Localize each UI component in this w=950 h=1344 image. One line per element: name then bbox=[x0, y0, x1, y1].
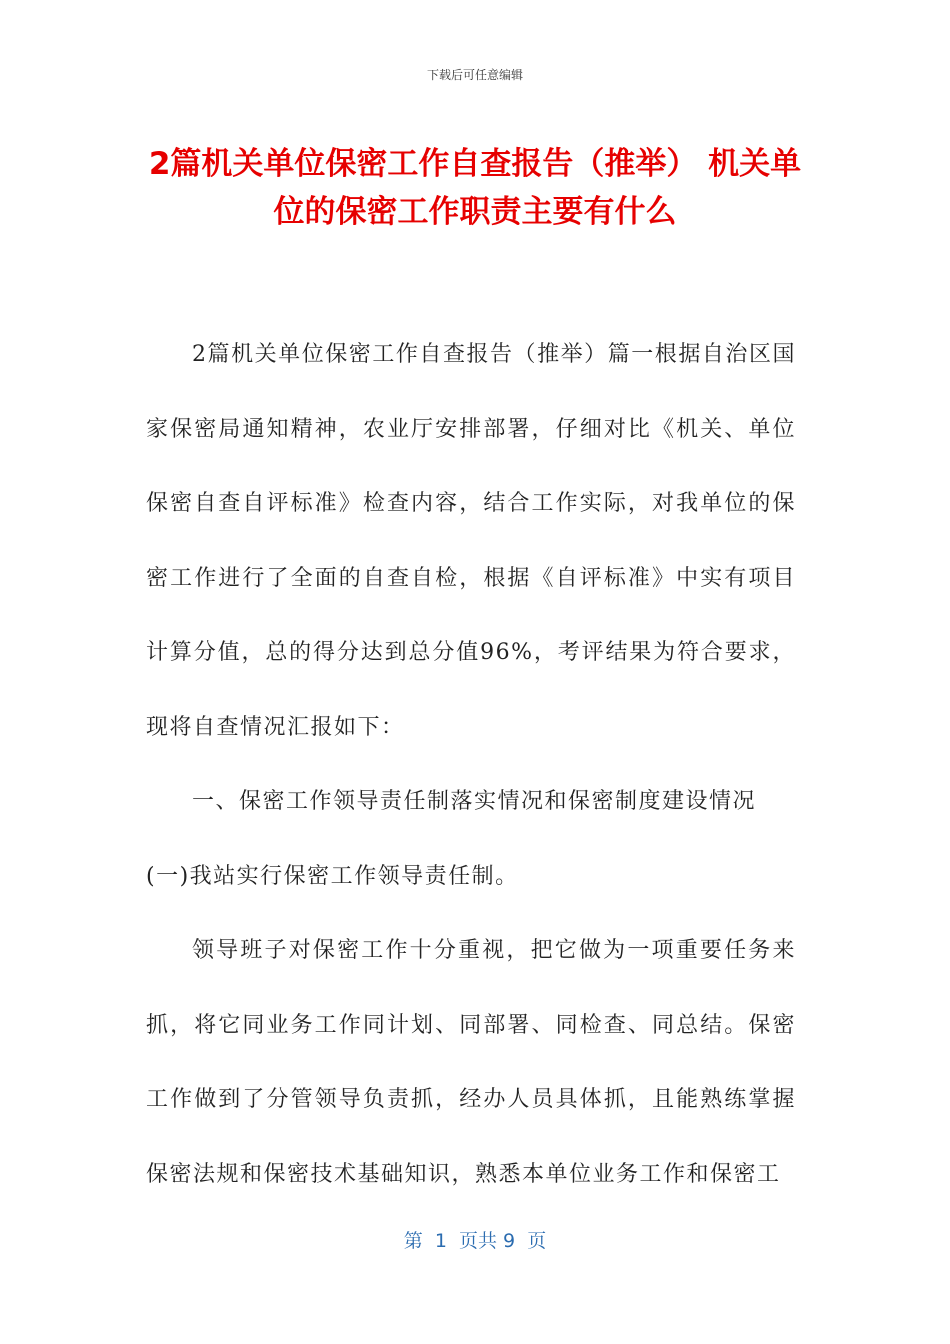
paragraph-section-heading: 一、保密工作领导责任制落实情况和保密制度建设情况 bbox=[192, 789, 757, 814]
paragraph-leadership: 领导班子对保密工作十分重视，把它做为一项重要任务来抓，将它同业务工作同计划、同部署、同检查、同总结。保密工作做到了分管领导负责抓，经办人员具体抓，且能熟练掌握保密法规和保密技术基础知识，熟悉本单位业务工作和保密工 bbox=[146, 938, 796, 1187]
paragraph-subsection-heading: (一)我站实行保密工作领导责任制。 bbox=[146, 863, 519, 889]
paragraph-intro: 2篇机关单位保密工作自查报告（推举）篇一根据自治区国家保密局通知精神，农业厅安排部署，仔细对比《机关、单位保密自查自评标准》检查内容，结合工作实际，对我单位的保密工作进行了全面的自查自检，根据《自评标准》中实有项目计算分值，总的得分达到总分值96%，考评结果为符合要求，现将自查情况汇报如下： bbox=[146, 342, 796, 740]
page-number: 第 1 页共 9 页 bbox=[403, 1230, 547, 1252]
header-note: 下载后可任意编辑 bbox=[426, 68, 523, 82]
document-body bbox=[146, 318, 796, 1212]
document-title: 2篇机关单位保密工作自查报告（推举） 机关单位的保密工作职责主要有什么 bbox=[148, 146, 802, 230]
